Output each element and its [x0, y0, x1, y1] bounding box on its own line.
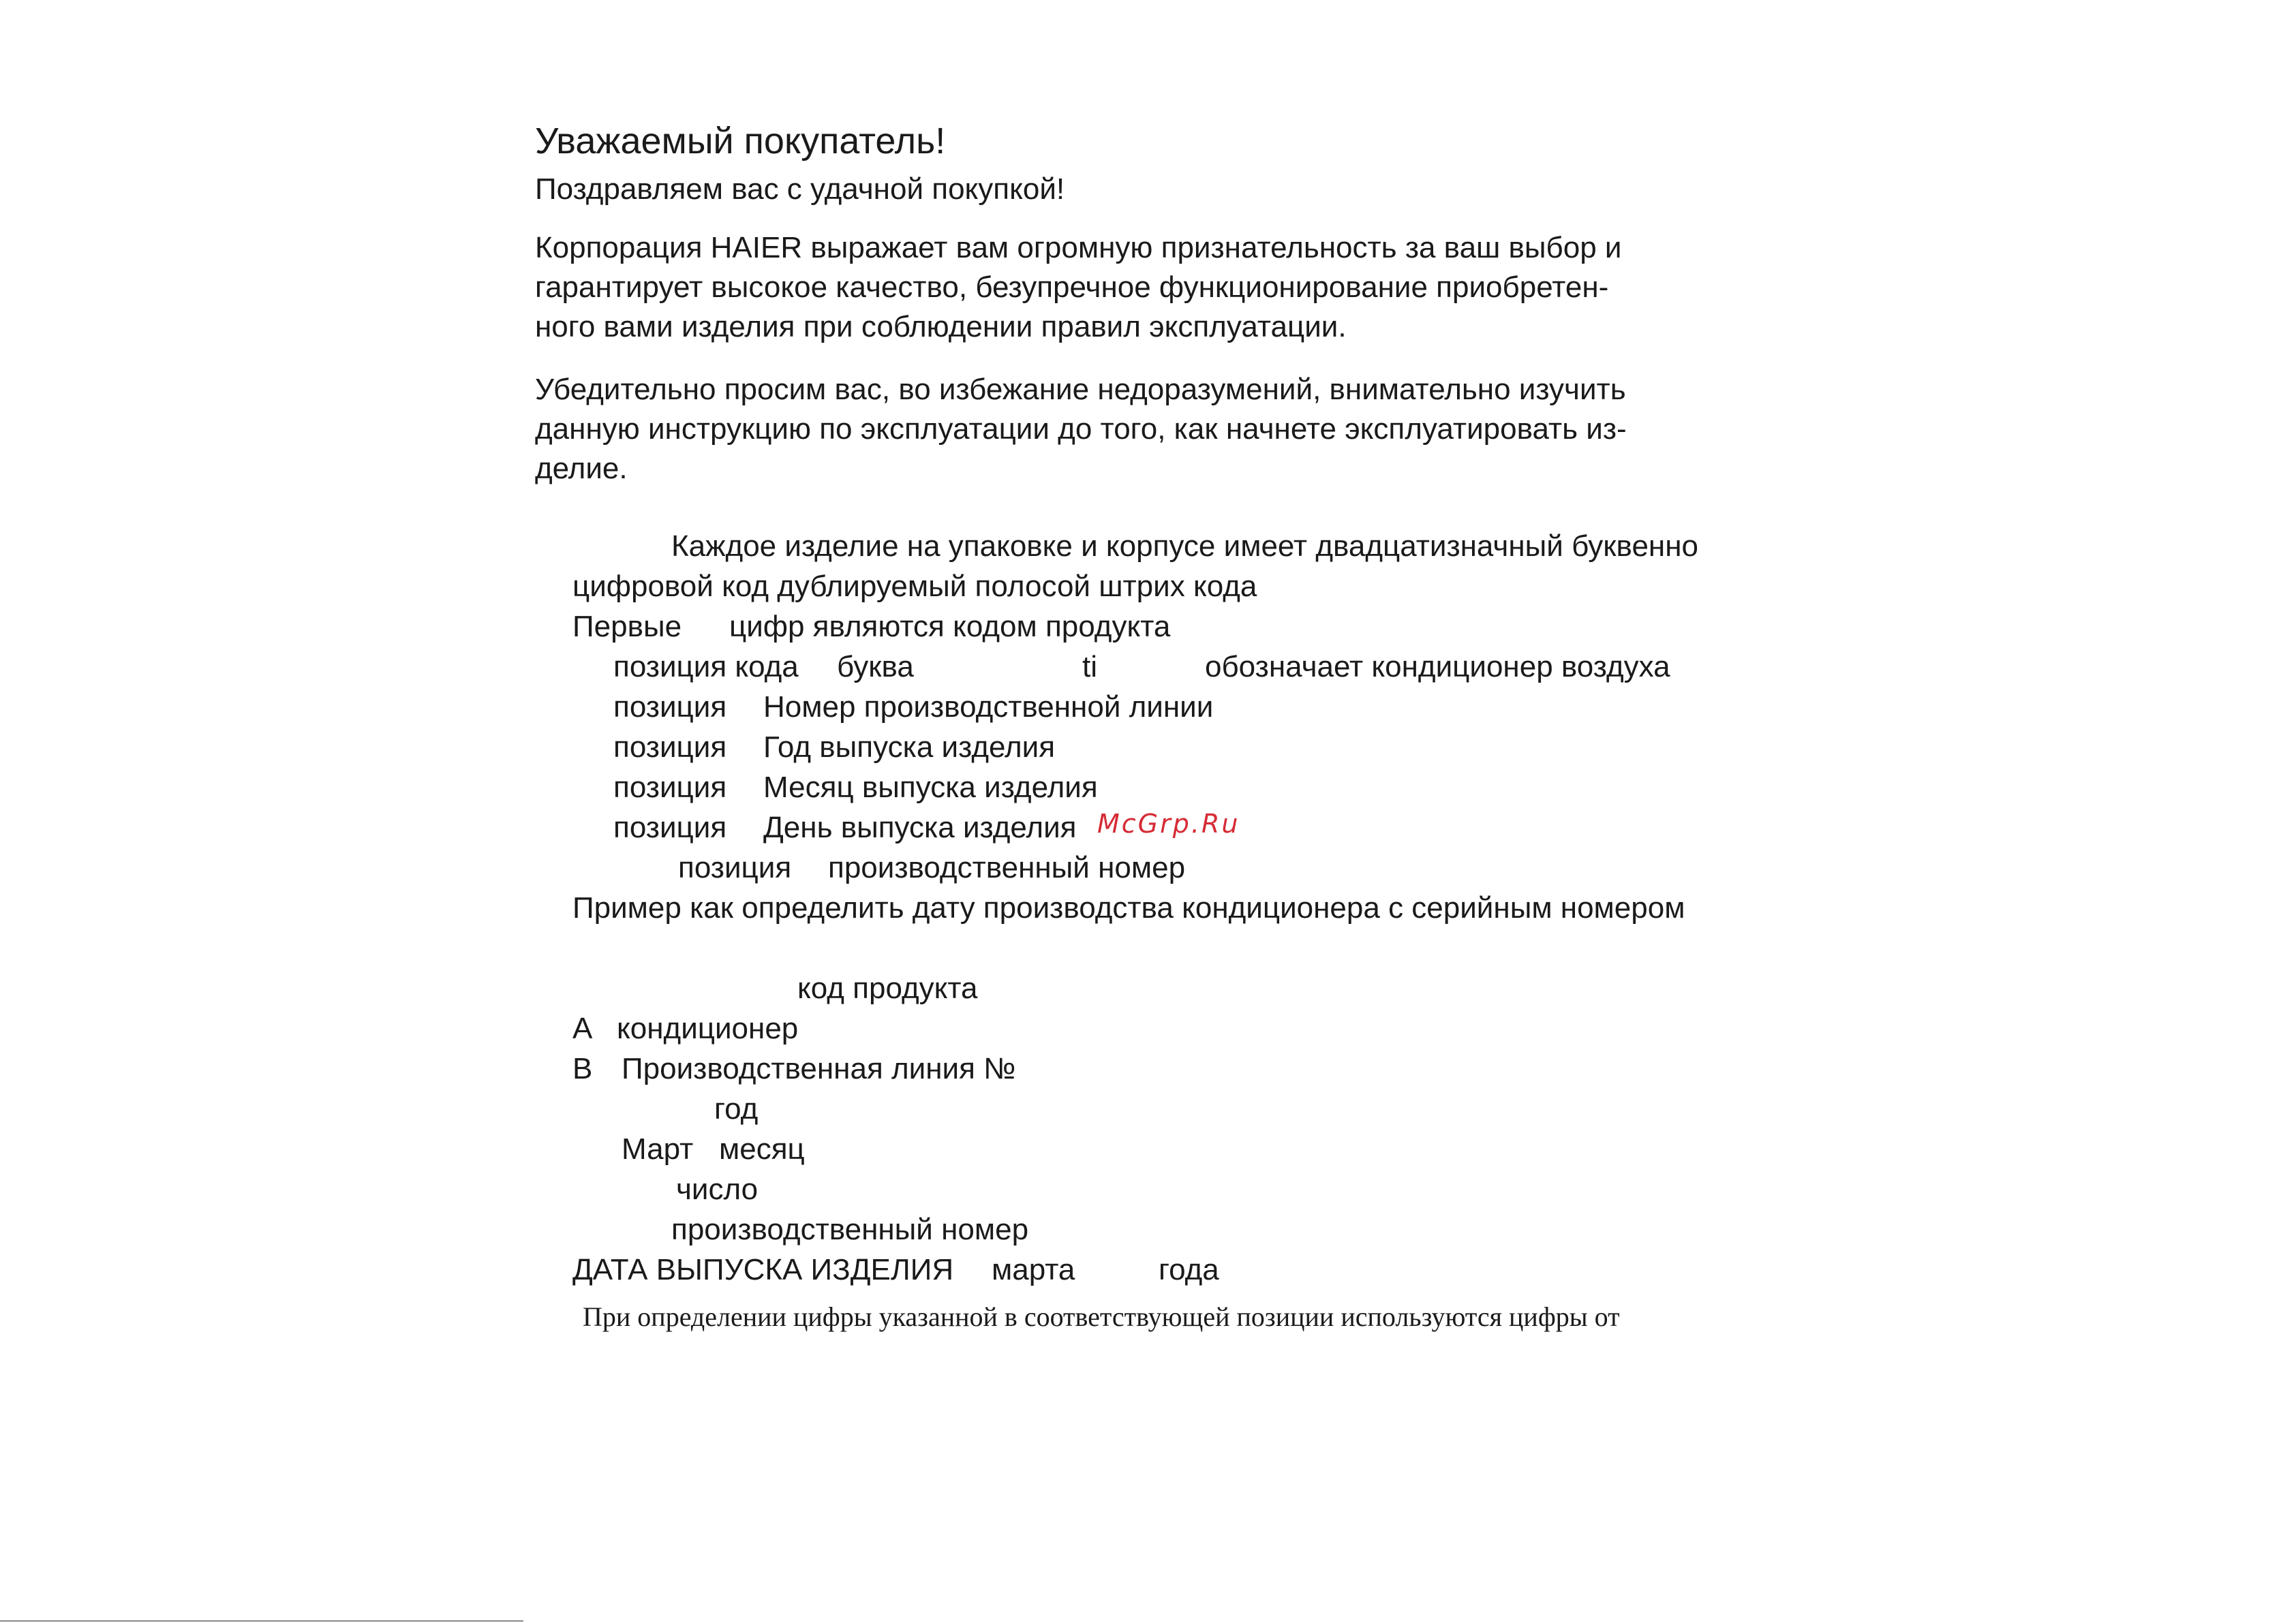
position-label-year: позиция — [613, 730, 727, 764]
example-product-code: код продукта — [797, 972, 978, 1005]
position-day-desc: День выпуска изделия — [763, 811, 1077, 844]
example-a-desc: кондиционер — [617, 1012, 799, 1045]
paragraph-gratitude-line-3: ного вами изделия при соблюдении правил эксплуатации. — [535, 310, 1347, 343]
example-march: Март — [622, 1132, 694, 1166]
greeting-heading: Уважаемый покупатель! — [535, 121, 946, 161]
example-serial: производственный номер — [671, 1213, 1029, 1246]
position-line-desc: Номер производственной линии — [763, 690, 1214, 724]
code-intro-line-1: Каждое изделие на упаковке и корпусе имеет двадцатизначный буквенно — [671, 529, 1698, 563]
example-b-desc: Производственная линия № — [622, 1052, 1016, 1085]
position-year-desc: Год выпуска изделия — [763, 730, 1056, 764]
paragraph-instruction-line-2: данную инструкцию по эксплуатации до того, как начнете эксплуатировать из- — [535, 412, 1627, 446]
manufacture-date-year: года — [1159, 1253, 1219, 1286]
position-label-day: позиция — [613, 811, 727, 844]
position-code-label: позиция кода — [613, 650, 799, 683]
first-digits-desc: цифр являются кодом продукта — [729, 610, 1171, 643]
code-intro-line-2: цифровой код дублируемый полосой штрих кода — [572, 570, 1257, 603]
position-label-month: позиция — [613, 771, 727, 804]
digits-note: При определении цифры указанной в соответствующей позиции используются цифры от — [583, 1301, 1620, 1332]
position-label-serial: позиция — [678, 851, 792, 884]
position-code-char: ti — [1082, 650, 1097, 683]
example-day: число — [676, 1173, 759, 1206]
first-digits-label: Первые — [572, 610, 682, 643]
paragraph-gratitude-line-2: гарантирует высокое качество, безупречное функционирование приобретен- — [535, 270, 1609, 304]
footer-divider — [0, 1620, 523, 1622]
paragraph-gratitude-line-1: Корпорация HAIER выражает вам огромную признательность за ваш выбор и — [535, 231, 1622, 264]
example-year: год — [714, 1092, 759, 1126]
manufacture-date-month: марта — [992, 1253, 1075, 1286]
position-month-desc: Месяц выпуска изделия — [763, 771, 1098, 804]
congratulations-line: Поздравляем вас с удачной покупкой! — [535, 172, 1065, 206]
example-b-letter: B — [572, 1052, 593, 1085]
example-line: Пример как определить дату производства кондиционера с серийным номером — [572, 891, 1685, 925]
position-code-desc: обозначает кондиционер воздуха — [1205, 650, 1670, 683]
position-label-line: позиция — [613, 690, 727, 724]
example-a-letter: A — [572, 1012, 593, 1045]
paragraph-instruction-line-1: Убедительно просим вас, во избежание недоразумений, внимательно изучить — [535, 373, 1626, 406]
paragraph-instruction-line-3: делие. — [535, 452, 628, 485]
example-month: месяц — [719, 1132, 805, 1166]
position-serial-desc: производственный номер — [828, 851, 1186, 884]
position-code-letter: буква — [837, 650, 914, 683]
manufacture-date-label: ДАТА ВЫПУСКА ИЗДЕЛИЯ — [572, 1253, 954, 1286]
watermark-logo: McGrp.Ru — [1097, 809, 1240, 839]
